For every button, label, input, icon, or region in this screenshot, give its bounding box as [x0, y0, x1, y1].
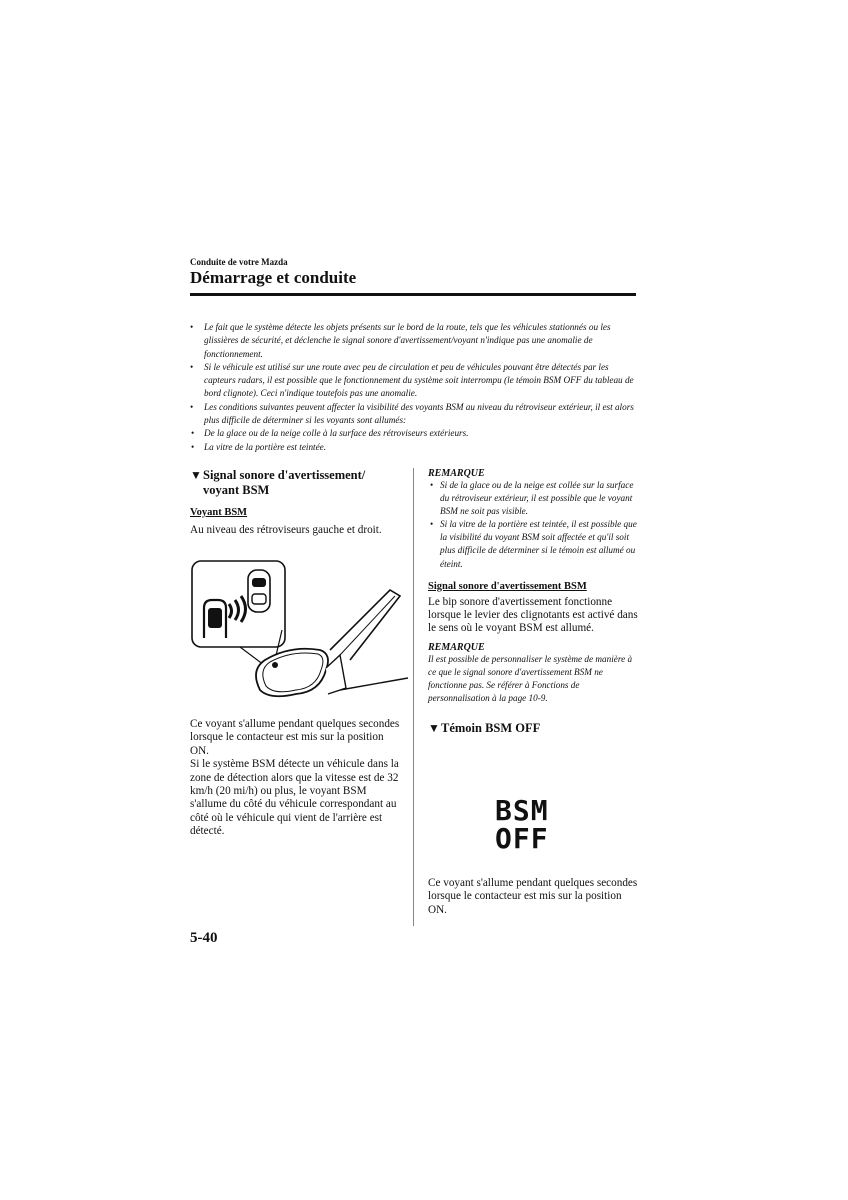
intro-bullet-list	[190, 321, 636, 427]
remarque-text: Il est possible de personnaliser le système de manière à ce que le signal sonore d'avertissement BSM ne fonctionne pas. Se référer à Fonctions de personnalisation à la page 10-9.	[428, 653, 633, 704]
paragraph: Ce voyant s'allume pendant quelques secondes lorsque le contacteur est mis sur la position ON.	[428, 877, 638, 916]
paragraph: Le bip sonore d'avertissement fonctionne lorsque le levier des clignotants est activé dans le sens où le voyant BSM est allumé.	[428, 595, 638, 635]
section-heading-bsm-off	[428, 721, 640, 736]
mirror-illustration	[190, 560, 410, 710]
remarque-item: • Si la vitre de la portière est teintée, il est possible que la visibilité du voyant BSM soit affectée et qu'il soit plus difficile de déterminer si le témoin est allumé ou éteint.	[428, 518, 640, 570]
subheading-voyant-bsm: Voyant BSM	[190, 507, 248, 518]
page-title: Démarrage et conduite	[190, 268, 357, 287]
intro-sub-bullet: • La vitre de la portière est teintée.	[190, 441, 636, 454]
section-label: Conduite de votre Mazda	[190, 257, 288, 267]
bsm-off-line1: BSM	[495, 794, 549, 827]
paragraph	[190, 718, 402, 839]
paragraph: Au niveau des rétroviseurs gauche et droit.	[190, 524, 382, 536]
remarque-label: REMARQUE	[428, 641, 485, 653]
remarque-item: • Si de la glace ou de la neige est collée sur la surface du rétroviseur extérieur, il est possible que le voyant BSM ne soit pas visible.	[428, 479, 640, 518]
paragraph-text: Ce voyant s'allume pendant quelques secondes lorsque le contacteur est mis sur la position ON.	[190, 718, 400, 757]
triangle-down-icon: ▼	[190, 468, 202, 482]
section-heading-text: Témoin BSM OFF	[441, 721, 541, 736]
bsm-off-indicator-icon	[495, 794, 565, 857]
intro-bullet: • Les conditions suivantes peuvent affecter la visibilité des voyants BSM au niveau du rétroviseur extérieur, il est alors plus difficile de déterminer si les voyants sont allumés:	[190, 401, 636, 428]
intro-notes	[190, 321, 636, 454]
remarque-list	[428, 479, 640, 571]
bsm-off-line2: OFF	[495, 822, 549, 855]
section-heading-text: Signal sonore d'avertissement/ voyant BSM	[203, 468, 366, 497]
intro-bullet: • Le fait que le système détecte les objets présents sur le bord de la route, tels que les véhicules stationnés ou les glissières de sécurité, et déclenche le signal sonore d'avertissement/voyant n'indique pas une anomalie de fonctionnement.	[190, 321, 636, 361]
title-rule	[190, 293, 636, 296]
section-heading-bsm-signal	[190, 468, 402, 498]
intro-sub-bullet-list	[190, 427, 636, 454]
intro-sub-bullet: • De la glace ou de la neige colle à la surface des rétroviseurs extérieurs.	[190, 427, 636, 440]
subheading-signal-sonore: Signal sonore d'avertissement BSM	[428, 580, 587, 592]
triangle-down-icon: ▼	[428, 721, 440, 736]
intro-bullet: • Si le véhicule est utilisé sur une route avec peu de circulation et peu de véhicules pouvant être détectés par les capteurs radars, il est possible que le fonctionnement du système soit interrompu (le témoin BSM OFF du tableau de bord clignote). Ceci n'indique toutefois pas une anomalie.	[190, 361, 636, 401]
page-number: 5-40	[190, 930, 218, 946]
right-column	[428, 468, 640, 736]
left-column	[190, 468, 402, 537]
remarque-label: REMARQUE	[428, 468, 485, 479]
column-divider	[413, 468, 414, 926]
paragraph-text: Si le système BSM détecte un véhicule dans la zone de détection alors que la vitesse est de 32 km/h (20 mi/h) ou plus, le voyant BSM s'allume du côté du véhicule correspondant au côté où le véhicule qui vient de l'arrière est détecté.	[190, 758, 399, 838]
